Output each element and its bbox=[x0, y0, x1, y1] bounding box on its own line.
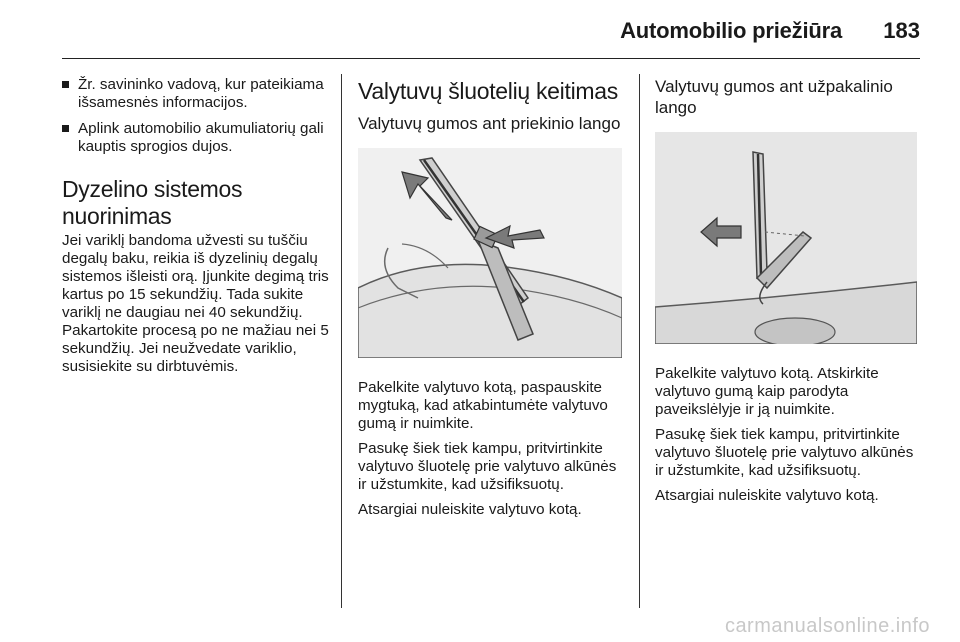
rear-wiper-illustration bbox=[655, 132, 917, 344]
section-heading-diesel: Dyzelino sistemos nuorinimas bbox=[62, 176, 243, 229]
bullet-item: Aplink automobilio akumuliatorių gali kauptis sprogios dujos. bbox=[62, 120, 330, 156]
front-step-2: Pasukę šiek tiek kampu, pritvirtinkite valytuvo šluotelę prie valytuvo alkūnės ir užstumkite, kad užsifiksuotų. bbox=[358, 440, 617, 493]
diesel-paragraph: Jei variklį bandoma užvesti su tuščiu degalų baku, reikia iš dyzelinių degalų sistemos išleisti orą. Įjunkite degimą tris kartus po 15 sekundžių. Tada sukite variklį ne daugiau nei 40 sekundžių. Pakartokite procesą po ne mažiau nei 5 sekundžių. Jei neužvedate variklio, susisiekite su dirbtuvėmis. bbox=[62, 232, 329, 375]
bullet-list bbox=[62, 76, 330, 156]
bullet-item: Žr. savininko vadovą, kur pateikiama išsamesnės informacijos. bbox=[62, 76, 330, 112]
column-middle bbox=[358, 76, 624, 526]
chapter-title: Automobilio priežiūra bbox=[620, 18, 842, 43]
bullet-square-icon bbox=[62, 125, 69, 132]
rear-step-1: Pakelkite valytuvo kotą. Atskirkite valytuvo gumą kaip parodyta paveikslėlyje ir ją nuimkite. bbox=[655, 365, 879, 418]
bullet-square-icon bbox=[62, 81, 69, 88]
header-rule bbox=[62, 58, 920, 59]
column-divider-left bbox=[341, 74, 342, 608]
column-left bbox=[62, 76, 330, 383]
page-header bbox=[0, 0, 960, 60]
column-divider-right bbox=[639, 74, 640, 608]
section-heading-wipers: Valytuvų šluotelių keitimas bbox=[358, 78, 618, 104]
subheading-front-wiper: Valytuvų gumos ant priekinio lango bbox=[358, 114, 621, 133]
watermark: carmanualsonline.info bbox=[724, 615, 930, 637]
rear-step-3: Atsargiai nuleiskite valytuvo kotą. bbox=[655, 487, 879, 504]
page-number: 183 bbox=[883, 18, 920, 43]
front-wiper-illustration bbox=[358, 148, 622, 358]
column-right bbox=[655, 76, 925, 512]
front-step-1: Pakelkite valytuvo kotą, paspauskite mygtuką, kad atkabintumėte valytuvo gumą ir nuimkite. bbox=[358, 379, 608, 432]
front-step-3: Atsargiai nuleiskite valytuvo kotą. bbox=[358, 501, 582, 518]
subheading-rear-wiper: Valytuvų gumos ant užpakalinio lango bbox=[655, 77, 893, 117]
rear-step-2: Pasukę šiek tiek kampu, pritvirtinkite valytuvo šluotelę prie valytuvo alkūnės ir užstumkite, kad užsifiksuotų. bbox=[655, 426, 914, 479]
